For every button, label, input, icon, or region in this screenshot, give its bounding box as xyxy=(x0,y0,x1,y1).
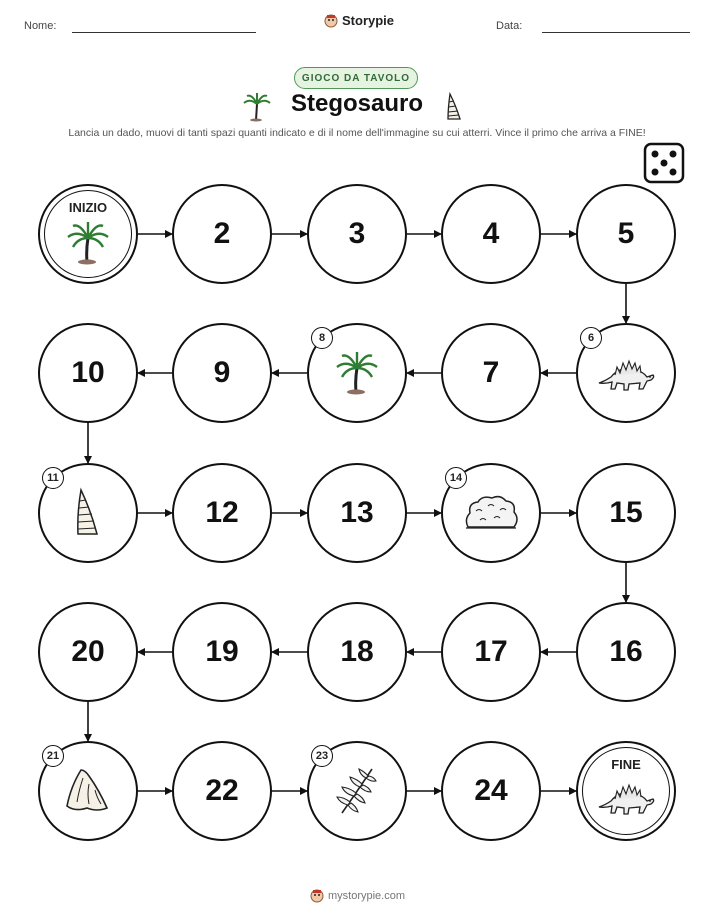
board-space-18 xyxy=(307,602,407,702)
footer xyxy=(310,889,405,903)
board-space-17 xyxy=(441,602,541,702)
board-space-12 xyxy=(172,463,272,563)
board-space-3 xyxy=(307,184,407,284)
board-space-11 xyxy=(38,463,138,563)
palm-tree-icon xyxy=(334,350,380,396)
board-space-9 xyxy=(172,323,272,423)
space-number: 17 xyxy=(474,635,508,668)
tooth-icon xyxy=(63,766,113,816)
space-number: 3 xyxy=(348,217,366,250)
end-label: FINE xyxy=(611,757,641,772)
board-space-22 xyxy=(172,741,272,841)
board-space-10 xyxy=(38,323,138,423)
space-number-badge: 21 xyxy=(42,745,64,767)
name-label: Nome: xyxy=(24,20,57,32)
board-space-8 xyxy=(307,323,407,423)
board-space-23 xyxy=(307,741,407,841)
bush-icon xyxy=(462,493,520,533)
board-space-13 xyxy=(307,463,407,563)
space-number: 19 xyxy=(205,635,239,668)
space-number: 13 xyxy=(340,496,374,529)
page-title: Stegosauro xyxy=(290,90,424,117)
space-number-badge: 6 xyxy=(580,327,602,349)
space-number: 4 xyxy=(482,217,500,250)
board-space-7 xyxy=(441,323,541,423)
board-space-15 xyxy=(576,463,676,563)
space-number: 12 xyxy=(205,496,239,529)
space-number: 20 xyxy=(71,635,105,668)
space-number: 24 xyxy=(474,774,508,807)
board-space-6 xyxy=(576,323,676,423)
horn-icon xyxy=(71,487,105,539)
space-number: 5 xyxy=(617,217,635,250)
board-space-4 xyxy=(441,184,541,284)
space-number: 15 xyxy=(609,496,643,529)
space-number: 10 xyxy=(71,356,105,389)
board-space-19 xyxy=(172,602,272,702)
space-number-badge: 14 xyxy=(445,467,467,489)
brand-name: Storypie xyxy=(342,13,395,28)
board-space-14 xyxy=(441,463,541,563)
stegosaurus-icon xyxy=(595,777,657,817)
footer-url: mystorypie.com xyxy=(328,890,406,902)
space-number-badge: 23 xyxy=(311,745,333,767)
space-number: 9 xyxy=(213,356,231,389)
space-number: 18 xyxy=(340,635,374,668)
space-number: 7 xyxy=(482,356,500,389)
space-number: 22 xyxy=(205,774,239,807)
space-number: 16 xyxy=(609,635,643,668)
date-label: Data: xyxy=(496,20,523,32)
board-space-24 xyxy=(441,741,541,841)
board-space-16 xyxy=(576,602,676,702)
storypie-mascot-icon xyxy=(310,889,324,903)
game-type-badge: GIOCO DA TAVOLO xyxy=(294,67,418,89)
space-number: 2 xyxy=(213,217,231,250)
space-number-badge: 11 xyxy=(42,467,64,489)
fern-leaf-icon xyxy=(334,765,380,817)
palm-tree-icon xyxy=(65,220,111,266)
board-space-1 xyxy=(38,184,138,284)
board-space-25 xyxy=(576,741,676,841)
board-space-21 xyxy=(38,741,138,841)
stegosaurus-icon xyxy=(595,353,657,393)
instructions: Lancia un dado, muovi di tanti spazi quanti indicato e di il nome dell'immagine su cui atterri. Vince il primo che arriva a FINE! xyxy=(68,127,646,139)
board-space-5 xyxy=(576,184,676,284)
space-number-badge: 8 xyxy=(311,327,333,349)
board-space-20 xyxy=(38,602,138,702)
board-space-2 xyxy=(172,184,272,284)
start-label: INIZIO xyxy=(68,200,108,215)
